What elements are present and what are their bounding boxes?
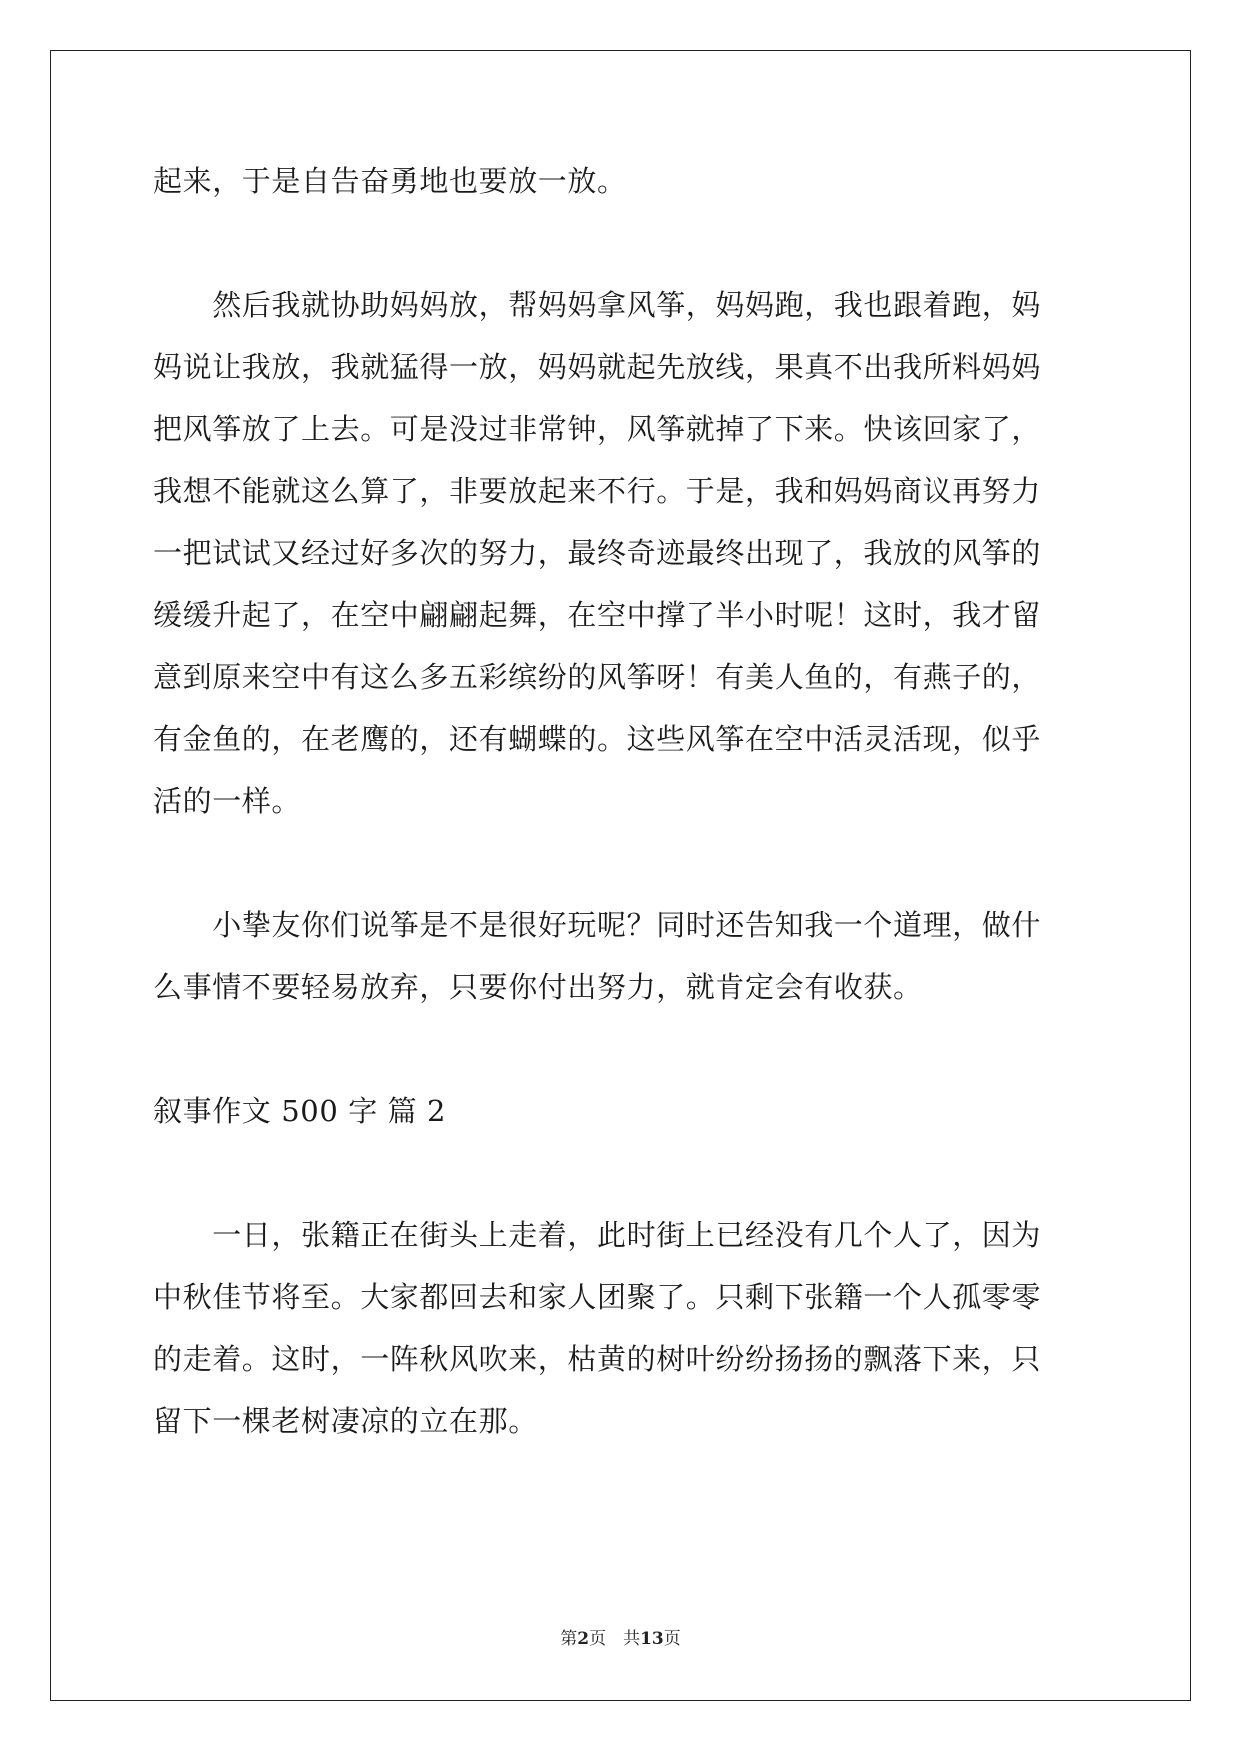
text-line: 缓缓升起了，在空中翩翩起舞，在空中撑了半小时呢！这时，我才留 [153,598,1042,632]
text-line [153,1142,1088,1204]
document-body [153,150,1088,1452]
text-line: 然后我就协助妈妈放，帮妈妈拿风筝，妈妈跑，我也跟着跑，妈 [153,288,1042,322]
text-line: 意到原来空中有这么多五彩缤纷的风筝呀！有美人鱼的，有燕子的， [153,660,1042,694]
section-heading: 叙事作文 500 字 篇 2 [153,1094,447,1128]
text-line: 么事情不要轻易放弃，只要你付出努力，就肯定会有收获。 [153,970,923,1004]
page-footer [0,1624,1241,1649]
footer-mid: 页 共 [589,1629,641,1649]
footer-prefix: 第 [560,1629,578,1649]
text-line: 中秋佳节将至。大家都回去和家人团聚了。只剩下张籍一个人孤零零 [153,1280,1042,1314]
text-line: 一日，张籍正在街头上走着，此时街上已经没有几个人了，因为 [153,1218,1042,1252]
text-line [153,212,1088,274]
text-line: 把风筝放了上去。可是没过非常钟，风筝就掉了下来。快该回家了， [153,412,1042,446]
text-line: 活的一样。 [153,784,302,818]
footer-suffix: 页 [663,1629,681,1649]
text-line: 一把试试又经过好多次的努力，最终奇迹最终出现了，我放的风筝的 [153,536,1042,570]
text-line [153,832,1088,894]
current-page-number: 2 [577,1629,590,1649]
text-line: 起来，于是自告奋勇地也要放一放。 [153,164,627,198]
text-line: 妈说让我放，我就猛得一放，妈妈就起先放线，果真不出我所料妈妈 [153,350,1042,384]
text-line: 我想不能就这么算了，非要放起来不行。于是，我和妈妈商议再努力 [153,474,1042,508]
text-line: 小挚友你们说筝是不是很好玩呢？同时还告知我一个道理，做什 [153,908,1042,942]
text-line: 留下一棵老树凄凉的立在那。 [153,1404,538,1438]
text-line [153,1018,1088,1080]
text-line: 有金鱼的，在老鹰的，还有蝴蝶的。这些风筝在空中活灵活现，似乎 [153,722,1042,756]
total-pages-number: 13 [640,1629,664,1649]
text-line: 的走着。这时，一阵秋风吹来，枯黄的树叶纷纷扬扬的飘落下来，只 [153,1342,1042,1376]
